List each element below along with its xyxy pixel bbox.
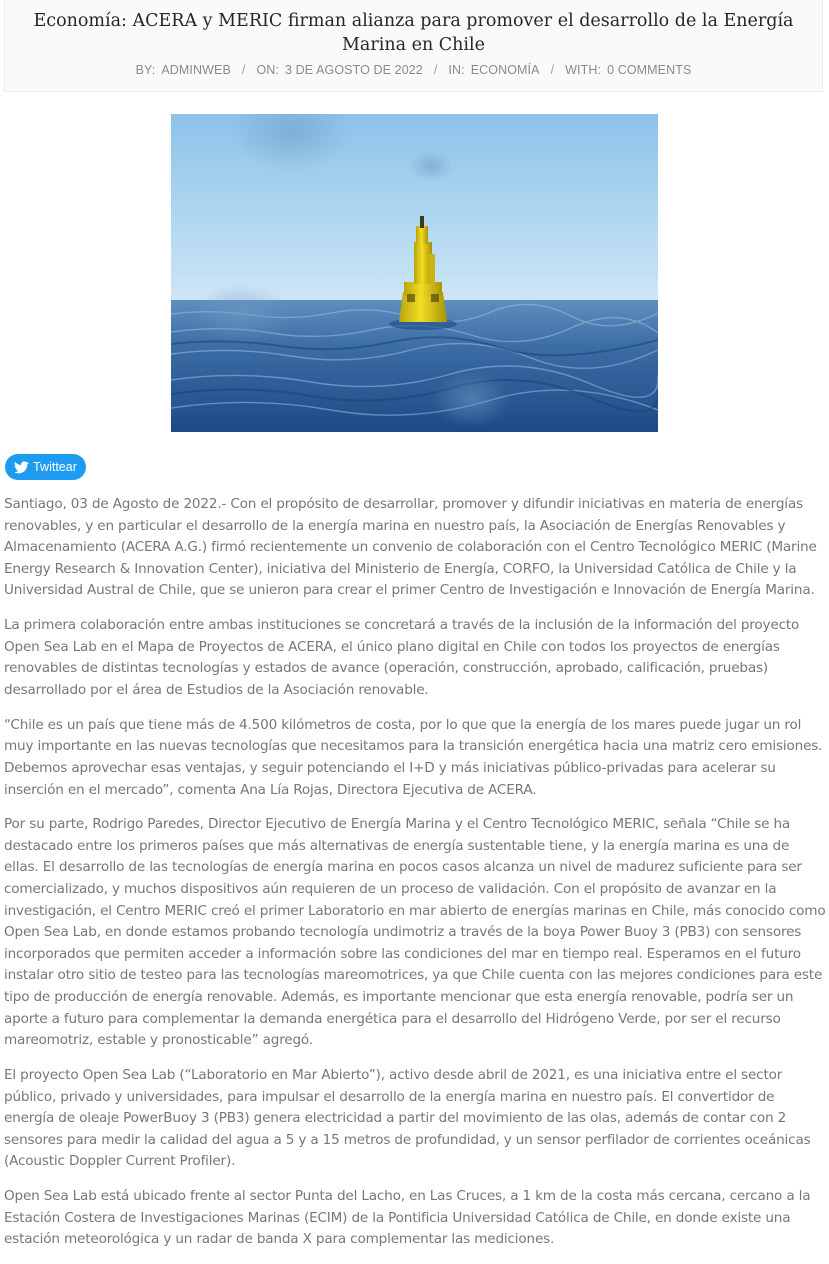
meta-on-label: ON: bbox=[256, 63, 279, 77]
article-paragraph: Santiago, 03 de Agosto de 2022.- Con el propósito de desarrollar, promover y difundir iniciativas en materia de energías renovables, y en particular el desarrollo de la energía marina en nuestro país, la Asociación de Energías Renovables y Almacenamiento (ACERA A.G.) firmó recientemente un convenio de colaboración con el Centro Tecnológico MERIC (Marine Energy Research & Innovation Center), iniciativa del Ministerio de Energía, CORFO, la Universidad Católica de Chile y la Universidad Austral de Chile, que se unieron para crear el primer Centro de Investigación e Innovación de Energía Marina. bbox=[4, 496, 817, 599]
meta-separator: / bbox=[241, 63, 246, 77]
article-paragraph: Open Sea Lab está ubicado frente al sector Punta del Lacho, en Las Cruces, a 1 km de la costa más cercana, cercano a la Estación Costera de Investigaciones Marinas (ECIM) de la Pontificia Universidad Católica de Chile, en donde existe una estación meteorológica y un radar de banda X para complementar las mediciones. bbox=[4, 1188, 811, 1248]
meta-separator: / bbox=[550, 63, 555, 77]
featured-image bbox=[171, 114, 658, 432]
meta-separator: / bbox=[433, 63, 438, 77]
article-paragraph: “Chile es un país que tiene más de 4.500 kilómetros de costa, por lo que que la energía de los mares puede jugar un rol muy importante en las nuevas tecnologías que necesitamos para la transición energética hacia una matriz cero emisiones. Debemos aprovechar esas ventajas, y seguir potenciando el I+D y más iniciativas público-privadas para acelerar su inserción en el mercado”, comenta Ana Lía Rojas, Directora Ejecutiva de ACERA. bbox=[4, 716, 823, 798]
meta-in-label: IN: bbox=[448, 63, 465, 77]
article-paragraph: La primera colaboración entre ambas instituciones se concretará a través de la inclusión de la información del proyecto Open Sea Lab en el Mapa de Proyectos de ACERA, el único plano digital en Chile con todos los proyectos de energías renovables de distintas tecnologías y estados de avance (operación, construcción, aprobado, calificación, pruebas) desarrollado por el área de Estudios de la Asociación renovable. bbox=[4, 617, 800, 698]
post-header bbox=[4, 0, 823, 92]
meta-date: 3 DE AGOSTO DE 2022 bbox=[285, 63, 423, 77]
meta-with-label: WITH: bbox=[565, 63, 602, 77]
twitter-bird-icon bbox=[14, 461, 29, 474]
article-body bbox=[4, 494, 826, 1264]
meta-category-link[interactable]: ECONOMÍA bbox=[470, 63, 540, 77]
meta-author-link[interactable]: ADMINWEB bbox=[161, 63, 231, 77]
twitter-share-label: Twittear bbox=[33, 460, 77, 474]
meta-by-label: BY: bbox=[135, 63, 156, 77]
post-title: Economía: ACERA y MERIC firman alianza para promover el desarrollo de la Energía Marina en Chile bbox=[33, 11, 794, 55]
article-paragraph: El proyecto Open Sea Lab (“Laboratorio en Mar Abierto”), activo desde abril de 2021, es una iniciativa entre el sector público, privado y universidades, para impulsar el desarrollo de la energía marina en nuestro país. El convertidor de energía de oleaje PowerBuoy 3 (PB3) genera electricidad a partir del movimiento de las olas, además de contar con 2 sensores para medir la calidad del agua a 5 y a 15 metros de profundidad, y un sensor perfilador de corrientes oceánicas (Acoustic Doppler Current Profiler). bbox=[4, 1067, 811, 1170]
wave-energy-buoy-photo bbox=[171, 114, 658, 432]
twitter-share-button[interactable] bbox=[5, 454, 86, 480]
article-paragraph: Por su parte, Rodrigo Paredes, Director Ejecutivo de Energía Marina y el Centro Tecnológico MERIC, señala “Chile se ha destacado entre los primeros países que más alternativas de energía sustentable tiene, y la energía marina es una de ellas. El desarrollo de las tecnologías de energía marina en pocos casos alcanza un nivel de madurez suficiente para ser comercializado, y muchos dispositivos aún requieren de un proceso de validación. Con el propósito de avanzar en la investigación, el Centro MERIC creó el primer Laboratorio en mar abierto de energías marinas en Chile, más conocido como Open Sea Lab, en donde estamos probando tecnología undimotriz a través de la boya Power Buoy 3 (PB3) con sensores incorporados que permiten acceder a información sobre las condiciones del mar en tiempo real. Esperamos en el futuro instalar otro sitio de testeo para las tecnologías mareomotrices, ya que Chile cuenta con las mejores condiciones para este tipo de producción de energía renovable. Además, es importante mencionar que esta energía renovable, podría ser un aporte a futuro para complementar la demanda energética para el desarrollo del Hidrógeno Verde, por ser el recurso mareomotriz, estable y pronosticable” agregó. bbox=[4, 816, 826, 1049]
meta-comments-link[interactable]: 0 COMMENTS bbox=[607, 63, 692, 77]
post-meta bbox=[5, 63, 822, 77]
